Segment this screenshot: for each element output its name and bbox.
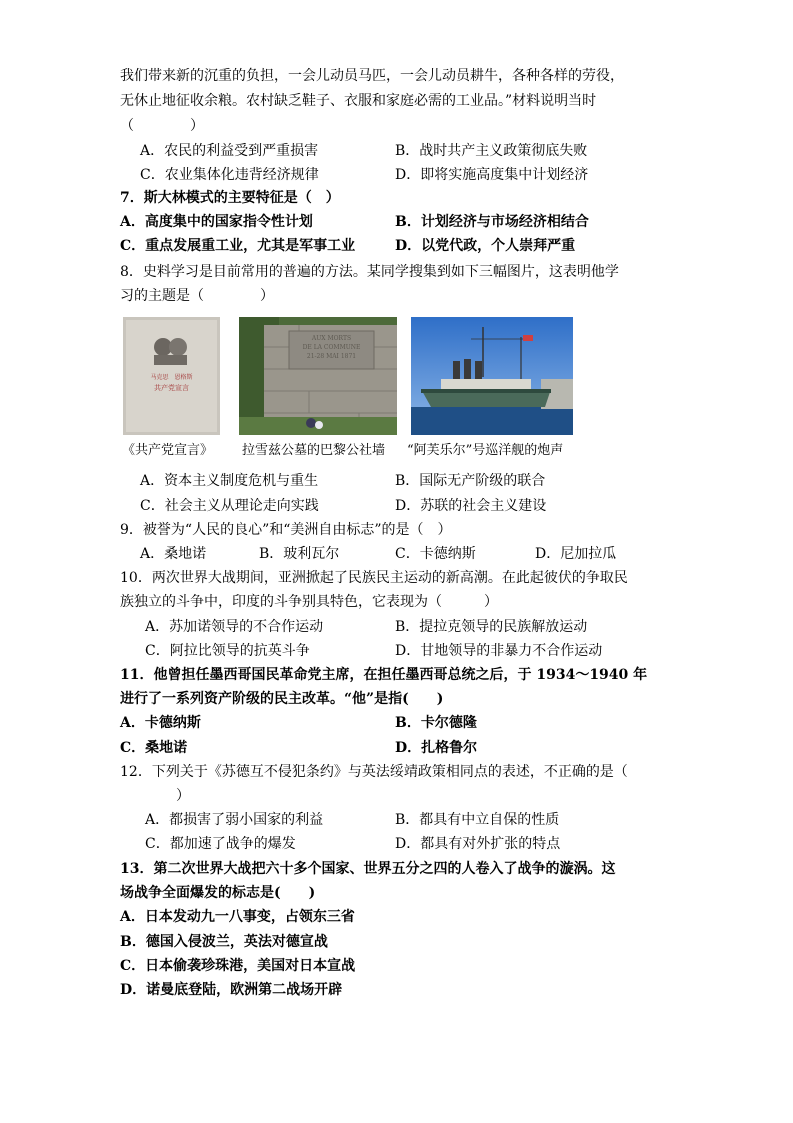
q12-stem-line-2: ） [176,788,190,804]
wall-plaque-line-2: DE LA COMMUNE [302,344,361,351]
book-cover-title: 共产党宣言 [154,384,189,392]
q13-stem-line-2: 场战争全面爆发的标志是( ) [120,885,316,901]
q7-option-a[interactable]: A．高度集中的国家指令性计划 [120,214,313,230]
q11-stem-line-1: 11．他曾担任墨西哥国民革命党主席，在担任墨西哥总统之后，于 1934～1940 年 [120,667,648,683]
q11-option-c[interactable]: C．桑地诺 [120,740,188,756]
q10-stem-line-2: 族独立的斗争中，印度的斗争别具特色，它表现为（ ） [120,594,498,610]
q8-option-a[interactable]: A．资本主义制度危机与重生 [140,473,319,489]
caption-communist-manifesto: 《共产党宣言》 [122,443,214,458]
q6-option-b[interactable]: B．战时共产主义政策彻底失败 [395,143,588,159]
q11-stem-line-2: 进行了一系列资产阶级的民主改革。“他”是指( ) [120,691,444,707]
q8-stem-line-2: 习的主题是（ ） [120,288,274,304]
q13-option-d[interactable]: D．诺曼底登陆，欧洲第二战场开辟 [120,982,343,998]
book-cover-photo [123,317,220,435]
q8-option-b[interactable]: B．国际无产阶级的联合 [395,473,546,489]
q10-option-a[interactable]: A．苏加诺领导的不合作运动 [145,619,324,635]
wall-plaque-line-3: 21-28 MAI 1871 [306,353,357,360]
q9-option-d[interactable]: D．尼加拉瓜 [535,546,617,562]
q9-option-c[interactable]: C．卡德纳斯 [395,546,476,562]
q8-option-c[interactable]: C．社会主义从理论走向实践 [140,498,319,514]
q8-option-d[interactable]: D．苏联的社会主义建设 [395,498,547,514]
q6-option-a[interactable]: A．农民的利益受到严重损害 [140,143,319,159]
q13-option-b[interactable]: B．德国入侵波兰，英法对德宣战 [120,934,328,950]
q7-option-d[interactable]: D．以党代政，个人崇拜严重 [395,238,576,254]
q7-option-b[interactable]: B．计划经济与市场经济相结合 [395,214,589,230]
q9-option-b[interactable]: B．玻利瓦尔 [259,546,340,562]
q12-option-b[interactable]: B．都具有中立自保的性质 [395,812,560,828]
q9-stem: 9．被誉为“人民的良心”和“美洲自由标志”的是（ ） [120,522,452,538]
q11-option-d[interactable]: D．扎格鲁尔 [395,740,478,756]
communards-wall-photo [239,317,397,435]
caption-aurora-cruiser: “阿芙乐尔”号巡洋舰的炮声 [407,443,564,458]
book-cover-authors: 马克思 恩格斯 [150,374,193,381]
q10-stem-line-1: 10．两次世界大战期间，亚洲掀起了民族民主运动的新高潮。在此起彼伏的争取民 [120,570,628,586]
q13-stem-line-1: 13．第二次世界大战把六十多个国家、世界五分之四的人卷入了战争的漩涡。这 [120,861,616,877]
q6-stem-line-2: 无休止地征收余粮。农村缺乏鞋子、衣服和家庭必需的工业品。”材料说明当时 [120,93,597,109]
q12-stem-line-1: 12．下列关于《苏德互不侵犯条约》与英法绥靖政策相同点的表述，不正确的是（ [120,764,628,780]
q7-option-c[interactable]: C．重点发展重工业，尤其是军事工业 [120,238,356,254]
q12-option-a[interactable]: A．都损害了弱小国家的利益 [145,812,324,828]
q8-stem-line-1: 8．史料学习是目前常用的普遍的方法。某同学搜集到如下三幅图片，这表明他学 [120,264,619,280]
q13-option-a[interactable]: A．日本发动九一八事变，占领东三省 [120,909,355,925]
q12-option-d[interactable]: D．都具有对外扩张的特点 [395,836,561,852]
q6-option-d[interactable]: D．即将实施高度集中计划经济 [395,167,589,183]
aurora-cruiser-photo [411,317,573,435]
q11-option-b[interactable]: B．卡尔德隆 [395,715,477,731]
q11-option-a[interactable]: A．卡德纳斯 [120,715,201,731]
wall-plaque-line-1: AUX MORTS [311,335,352,342]
q10-option-c[interactable]: C．阿拉比领导的抗英斗争 [145,643,310,659]
q6-option-c[interactable]: C．农业集体化违背经济规律 [140,167,319,183]
q6-answer-blank: （ ） [120,118,204,134]
q10-option-d[interactable]: D．甘地领导的非暴力不合作运动 [395,643,603,659]
caption-communards-wall: 拉雪兹公墓的巴黎公社墙 [242,443,386,458]
q9-option-a[interactable]: A．桑地诺 [140,546,207,562]
q13-option-c[interactable]: C．日本偷袭珍珠港，美国对日本宣战 [120,958,356,974]
q10-option-b[interactable]: B．提拉克领导的民族解放运动 [395,619,588,635]
q6-stem-line-1: 我们带来新的沉重的负担，一会儿动员马匹，一会儿动员耕牛，各种各样的劳役， [120,68,624,84]
q7-stem: 7．斯大林模式的主要特征是（ ） [120,190,340,206]
q12-option-c[interactable]: C．都加速了战争的爆发 [145,836,296,852]
